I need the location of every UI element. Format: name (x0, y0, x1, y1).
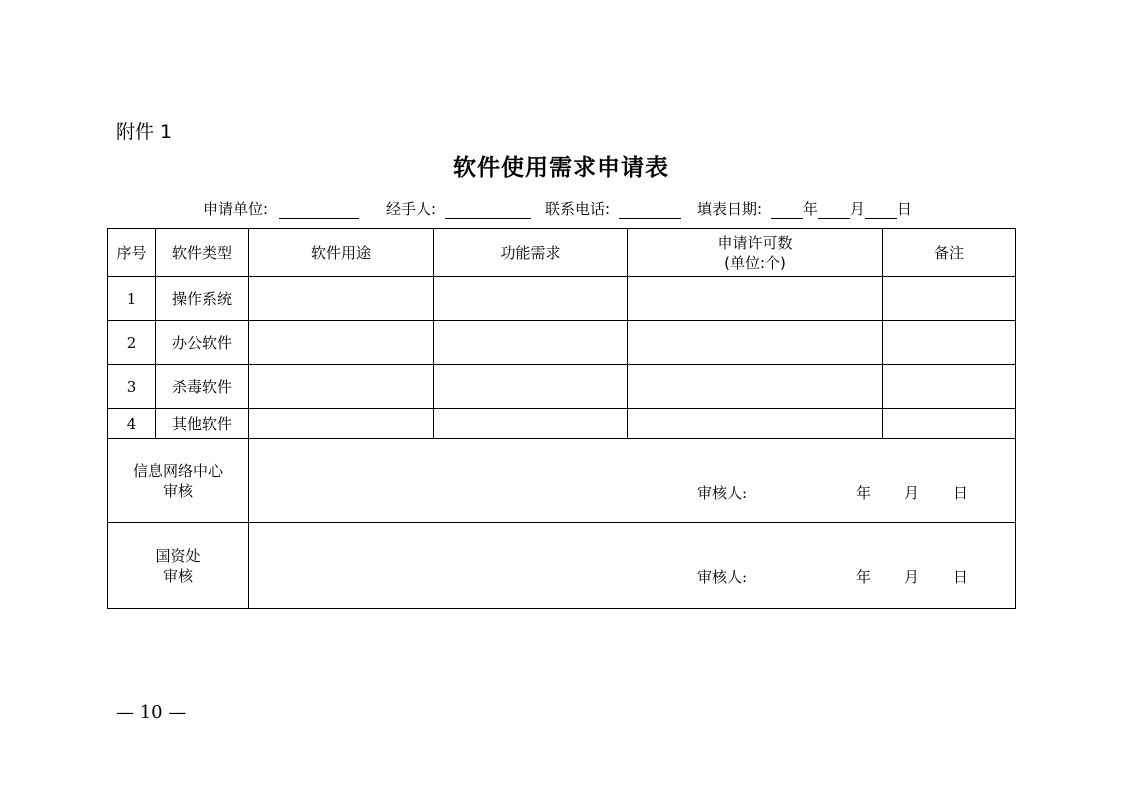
reviewer-label: 审核人: (697, 484, 748, 502)
row-type: 其他软件 (156, 409, 249, 439)
month-blank[interactable] (818, 202, 850, 219)
row-seq: 2 (108, 321, 156, 365)
review-content-cell[interactable] (249, 439, 1016, 523)
unit-field (203, 198, 359, 218)
header-usage: 软件用途 (249, 229, 434, 277)
review-row-network-center (108, 439, 1016, 523)
day-label: 日 (896, 200, 912, 218)
date-field (697, 198, 912, 218)
reviewer-label: 审核人: (697, 568, 748, 586)
row-license-cell[interactable] (628, 409, 883, 439)
header-row (108, 229, 1016, 277)
handler-label: 经手人: (386, 200, 437, 218)
attachment-label: 附件 1 (116, 121, 173, 143)
row-license-cell[interactable] (628, 321, 883, 365)
row-usage-cell[interactable] (249, 277, 434, 321)
row-type: 杀毒软件 (156, 365, 249, 409)
phone-field (545, 198, 681, 218)
review-label-line2: 审核 (162, 566, 193, 585)
day-blank[interactable] (865, 202, 897, 219)
table-row (108, 365, 1016, 409)
review-day: 日 (953, 568, 969, 586)
row-function-cell[interactable] (434, 321, 628, 365)
row-type: 操作系统 (156, 277, 249, 321)
month-label: 月 (849, 200, 865, 218)
header-license-line2: (单位:个) (724, 253, 786, 272)
review-label-line1: 信息网络中心 (132, 461, 223, 480)
review-month: 月 (904, 484, 920, 502)
row-seq: 1 (108, 277, 156, 321)
review-label (108, 439, 249, 523)
handler-field (386, 198, 531, 218)
review-year: 年 (856, 484, 872, 502)
review-signature-line (249, 483, 1015, 503)
review-day: 日 (953, 484, 969, 502)
application-table (107, 228, 1016, 609)
table-row (108, 409, 1016, 439)
handler-blank[interactable] (445, 202, 531, 219)
header-license-line1: 申请许可数 (717, 233, 793, 252)
phone-blank[interactable] (619, 202, 681, 219)
row-remark-cell[interactable] (883, 321, 1016, 365)
row-license-cell[interactable] (628, 277, 883, 321)
table-row (108, 321, 1016, 365)
row-type: 办公软件 (156, 321, 249, 365)
review-label (108, 523, 249, 609)
header-remark: 备注 (883, 229, 1016, 277)
row-function-cell[interactable] (434, 365, 628, 409)
row-usage-cell[interactable] (249, 365, 434, 409)
row-function-cell[interactable] (434, 409, 628, 439)
review-signature-line (249, 567, 1015, 587)
row-remark-cell[interactable] (883, 409, 1016, 439)
row-function-cell[interactable] (434, 277, 628, 321)
unit-label: 申请单位: (203, 200, 269, 218)
page-number: — 10 — (116, 702, 187, 723)
review-label-line1: 国资处 (155, 546, 201, 565)
unit-blank[interactable] (279, 202, 359, 219)
phone-label: 联系电话: (545, 200, 611, 218)
row-remark-cell[interactable] (883, 277, 1016, 321)
review-row-asset-office (108, 523, 1016, 609)
review-label-line2: 审核 (162, 481, 193, 500)
form-title: 软件使用需求申请表 (453, 155, 669, 181)
row-seq: 3 (108, 365, 156, 409)
row-remark-cell[interactable] (883, 365, 1016, 409)
header-function: 功能需求 (434, 229, 628, 277)
row-seq: 4 (108, 409, 156, 439)
row-license-cell[interactable] (628, 365, 883, 409)
row-usage-cell[interactable] (249, 321, 434, 365)
review-year: 年 (856, 568, 872, 586)
review-content-cell[interactable] (249, 523, 1016, 609)
table-row (108, 277, 1016, 321)
header-license (628, 229, 883, 277)
year-label: 年 (802, 200, 818, 218)
header-seq: 序号 (108, 229, 156, 277)
review-month: 月 (904, 568, 920, 586)
year-blank[interactable] (771, 202, 803, 219)
row-usage-cell[interactable] (249, 409, 434, 439)
date-label: 填表日期: (697, 200, 763, 218)
header-type: 软件类型 (156, 229, 249, 277)
